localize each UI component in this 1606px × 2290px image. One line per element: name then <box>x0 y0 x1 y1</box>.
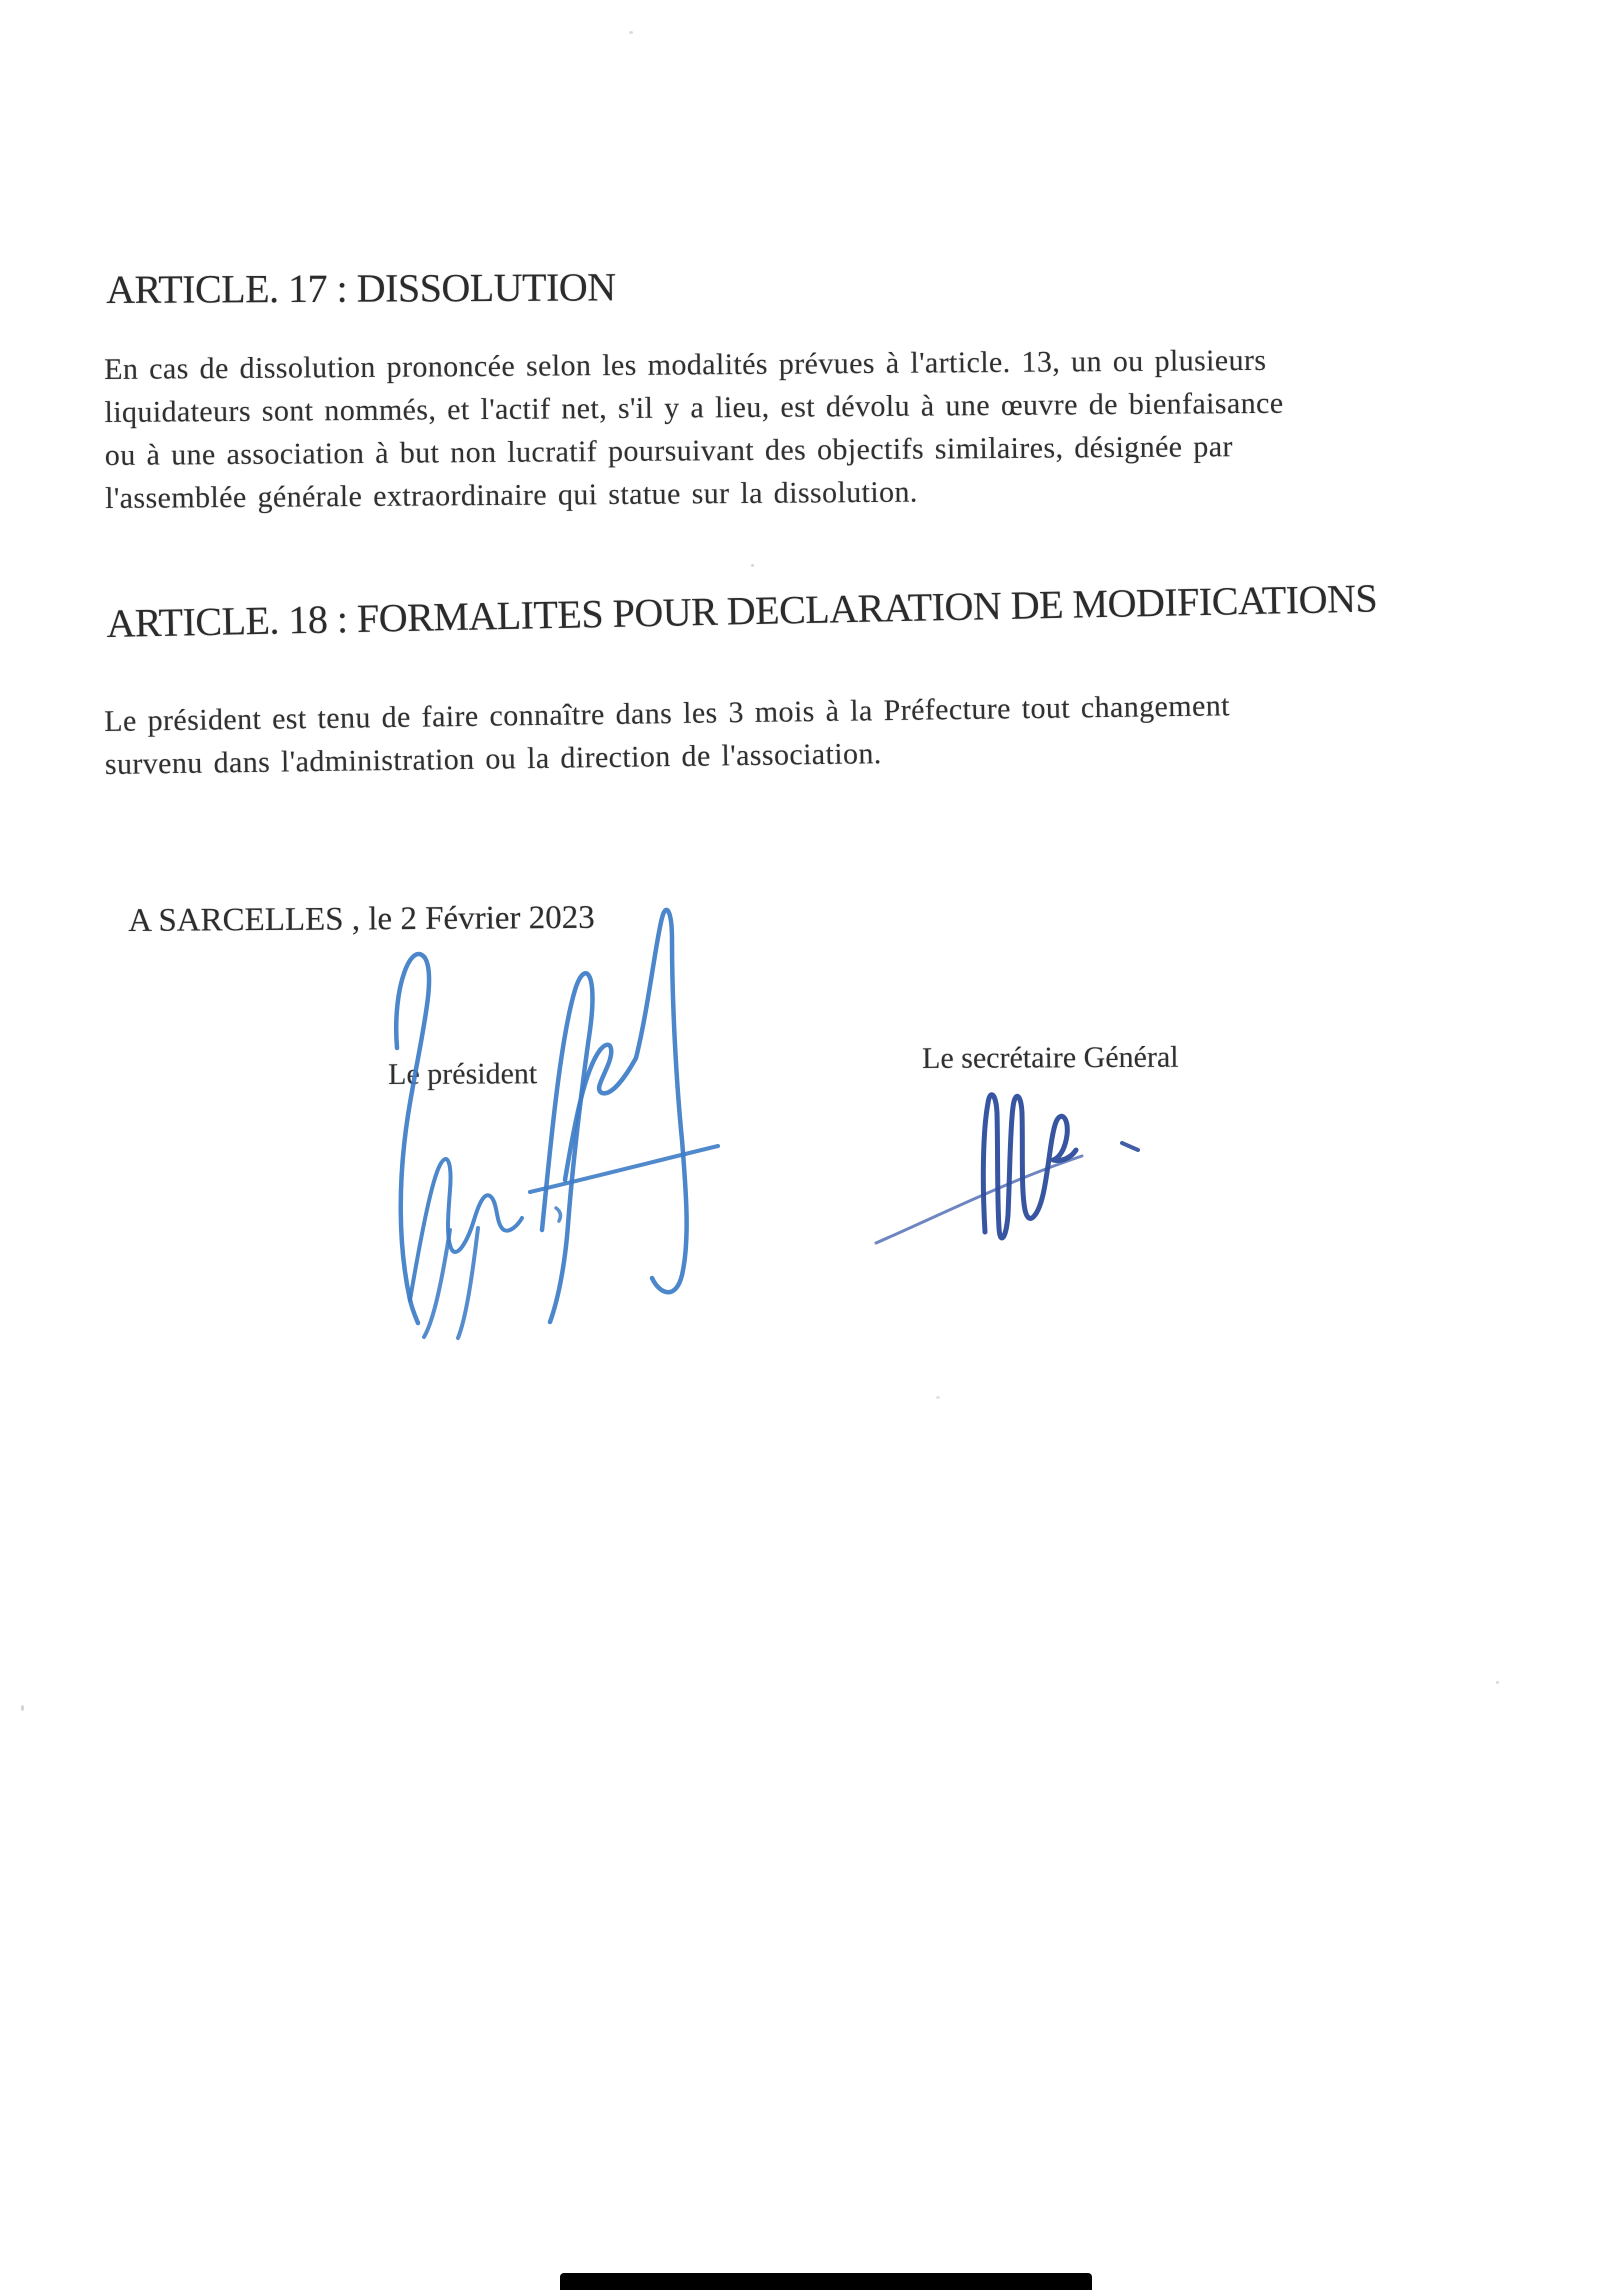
article-17-heading: ARTICLE. 17 : DISSOLUTION <box>106 264 616 312</box>
scan-speck <box>1496 1681 1499 1684</box>
place-date-line: A SARCELLES , le 2 Février 2023 <box>128 899 595 939</box>
home-indicator-bar[interactable] <box>560 2273 1092 2290</box>
article-17-body <box>104 339 1284 520</box>
secretary-signature-label: Le secrétaire Général <box>922 1040 1179 1075</box>
article-18-heading: ARTICLE. 18 : FORMALITES POUR DECLARATION DE MODIFICATIONS <box>106 575 1378 646</box>
scan-speck <box>21 1705 24 1711</box>
article-18-body-line: survenu dans l'administration ou la direction de l'association. <box>104 737 882 781</box>
president-signature-label: Le président <box>388 1057 538 1091</box>
secretary-signature-ink <box>860 1085 1160 1265</box>
article-17-body-line: liquidateurs sont nommés, et l'actif net, s'il y a lieu, est dévolu à une œuvre de bienfaisance <box>104 386 1284 429</box>
article-17-body-line: l'assemblée générale extraordinaire qui statue sur la dissolution. <box>105 475 918 515</box>
scan-speck <box>751 564 754 567</box>
article-18-body <box>104 684 1231 786</box>
president-signature-ink <box>360 880 760 1350</box>
scan-speck <box>936 1396 940 1399</box>
article-17-body-line: En cas de dissolution prononcée selon les modalités prévues à l'article. 13, un ou plusieurs <box>104 343 1267 386</box>
scan-speck <box>629 31 633 34</box>
article-17-body-line: ou à une association à but non lucratif poursuivant des objectifs similaires, désignée par <box>104 430 1233 472</box>
article-18-body-line: Le président est tenu de faire connaître dans les 3 mois à la Préfecture tout changement <box>104 689 1231 738</box>
